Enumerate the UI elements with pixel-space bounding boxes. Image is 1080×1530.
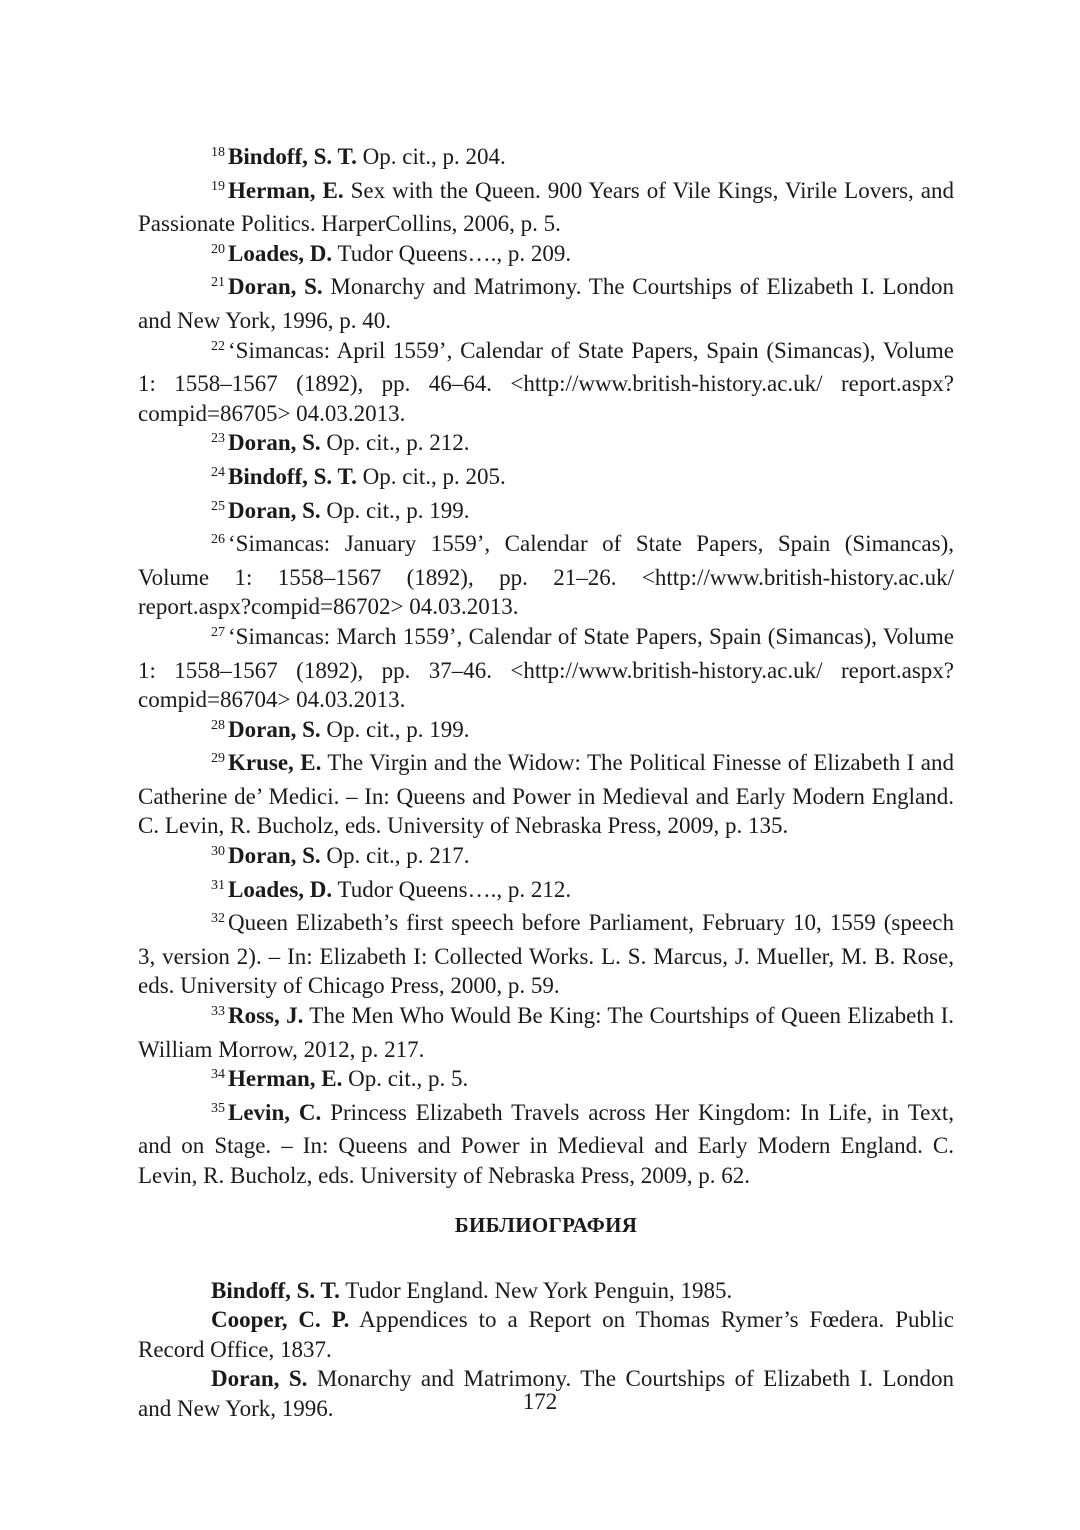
footnote-number: 31 — [211, 877, 225, 893]
bibliography-entry — [138, 1305, 954, 1364]
footnote-number: 19 — [211, 178, 225, 194]
page-number: 172 — [522, 1389, 558, 1414]
bibliography-text: Tudor England. New York Penguin, 1985. — [339, 1277, 733, 1303]
footnote-text: Op. cit., p. 5. — [342, 1066, 469, 1092]
footnote-text: Tudor Queens…., p. 209. — [332, 240, 572, 266]
footnote-number: 30 — [211, 844, 225, 860]
footnote-number: 18 — [211, 145, 225, 160]
footnote-32 — [138, 908, 954, 1001]
footnote-author: Herman, E. — [228, 1066, 343, 1092]
footnote-author: Bindoff, S. T. — [228, 463, 357, 489]
footnote-author: Doran, S. — [228, 274, 323, 300]
footnote-number: 29 — [211, 751, 225, 767]
footnote-text: Op. cit., p. 212. — [320, 430, 470, 456]
footnote-text: Op. cit., p. 204. — [356, 144, 506, 169]
footnote-text: Queen Elizabeth’s first speech before Parliament, February 10, 1559 (speech 3, version 2). – In: Elizabeth I: Collected Works. L. S. Marcus, J. Mueller, M. B. Rose, eds. University of Chicago Press, 2000, p. 59. — [138, 910, 954, 999]
page-body — [138, 142, 954, 1424]
bibliography-text: Appendices to a Report on Thomas Rymer’s Fœdera. Public Record Office, 1837. — [138, 1307, 954, 1362]
footnote-27 — [138, 622, 954, 715]
footnote-number: 35 — [211, 1100, 225, 1116]
footnote-number: 33 — [211, 1004, 225, 1020]
footnote-text: ‘Simancas: March 1559’, Calendar of State Papers, Spain (Simancas), Volume 1: 1558–1567 (1892), pp. 37–46. <http://www.british-history.ac.uk/ report.aspx?compid=86704> 04.03.2013. — [138, 623, 954, 713]
footnote-23 — [138, 428, 954, 462]
footnote-28 — [138, 715, 954, 749]
footnote-text: Op. cit., p. 217. — [320, 843, 470, 869]
footnote-text: Monarchy and Matrimony. The Courtships of Elizabeth I. London and New York, 1996, p. 40. — [138, 274, 955, 333]
footnote-30 — [138, 841, 954, 875]
footnote-number: 23 — [211, 431, 225, 447]
footnote-number: 22 — [211, 338, 225, 354]
footnote-33 — [138, 1001, 954, 1064]
footnote-author: Loades, D. — [228, 240, 333, 266]
footnote-author: Doran, S. — [228, 430, 321, 456]
bibliography-author: Cooper, C. P. — [211, 1307, 350, 1333]
footnote-number: 28 — [211, 717, 225, 733]
footnote-19 — [138, 176, 954, 239]
footnotes — [138, 142, 954, 1191]
footnote-text: ‘Simancas: April 1559’, Calendar of State Papers, Spain (Simancas), Volume 1: 1558–1567 (1892), pp. 46–64. <http://www.british-history.ac.uk/ report.aspx?compid=86705> 04.03.2013. — [138, 337, 954, 426]
bibliography-text: Monarchy and Matrimony. The Courtships of Elizabeth I. London and New York, 1996. — [138, 1366, 955, 1421]
footnote-author: Herman, E. — [228, 177, 344, 203]
footnote-number: 20 — [211, 241, 225, 257]
footnote-24 — [138, 462, 954, 496]
footnote-21 — [138, 272, 954, 335]
bibliography-author: Bindoff, S. T. — [211, 1277, 340, 1303]
footnote-number: 25 — [211, 498, 225, 514]
footnote-author: Levin, C. — [228, 1099, 322, 1125]
footnote-22 — [138, 336, 954, 429]
footnote-35 — [138, 1098, 954, 1191]
footnote-text: ‘Simancas: January 1559’, Calendar of State Papers, Spain (Simancas), Volume 1: 1558–1567 (1892), pp. 21–26. <http://www.british-history.ac.uk/ report.aspx?compid=86702> 04.03.2013. — [138, 531, 954, 620]
footnote-author: Doran, S. — [228, 497, 321, 523]
footnote-number: 26 — [211, 532, 225, 548]
bibliography-author: Doran, S. — [211, 1366, 308, 1392]
footnote-author: Ross, J. — [228, 1003, 304, 1029]
footnote-31 — [138, 875, 954, 909]
footnote-text: The Virgin and the Widow: The Political Finesse of Elizabeth I and Catherine de’ Medici. – In: Queens and Power in Medieval and Early Modern England. C. Levin, R. Bucholz, eds. University of Nebraska Press, 2009, p. 135. — [138, 750, 955, 839]
footnote-20 — [138, 239, 954, 273]
footnote-text: Op. cit., p. 205. — [356, 463, 506, 489]
footnote-text: Sex with the Queen. 900 Years of Vile Kings, Virile Lovers, and Passionate Politics. HarperCollins, 2006, p. 5. — [138, 177, 954, 237]
footnote-34 — [138, 1064, 954, 1098]
footnote-number: 27 — [211, 624, 225, 640]
footnote-number: 24 — [211, 464, 225, 480]
footnote-text: Op. cit., p. 199. — [320, 716, 470, 742]
bibliography-entry — [138, 1276, 954, 1306]
footnote-author: Kruse, E. — [228, 750, 322, 776]
footnote-25 — [138, 496, 954, 530]
footnote-number: 34 — [211, 1067, 225, 1083]
footnote-text: Princess Elizabeth Travels across Her Kingdom: In Life, in Text, and on Stage. – In: Queens and Power in Medieval and Early Modern England. C. Levin, R. Bucholz, eds. University of Nebraska Press, 2009, p. 62. — [138, 1099, 955, 1188]
bibliography-heading: БИБЛИОГРАФИЯ — [454, 1212, 638, 1237]
footnote-author: Doran, S. — [228, 843, 321, 869]
footnote-number: 21 — [211, 275, 225, 291]
footnote-text: Op. cit., p. 199. — [320, 497, 470, 523]
footnote-author: Loades, D. — [228, 876, 333, 902]
footnote-author: Bindoff, S. T. — [228, 144, 357, 169]
footnote-text: Tudor Queens…., p. 212. — [332, 876, 572, 902]
footnote-author: Doran, S. — [228, 716, 321, 742]
footnote-29 — [138, 748, 954, 841]
footnote-18 — [138, 142, 954, 176]
footnote-26 — [138, 529, 954, 622]
footnote-text: The Men Who Would Be King: The Courtships of Queen Elizabeth I. William Morrow, 2012, p. 217. — [138, 1003, 954, 1062]
footnote-number: 32 — [211, 911, 225, 927]
